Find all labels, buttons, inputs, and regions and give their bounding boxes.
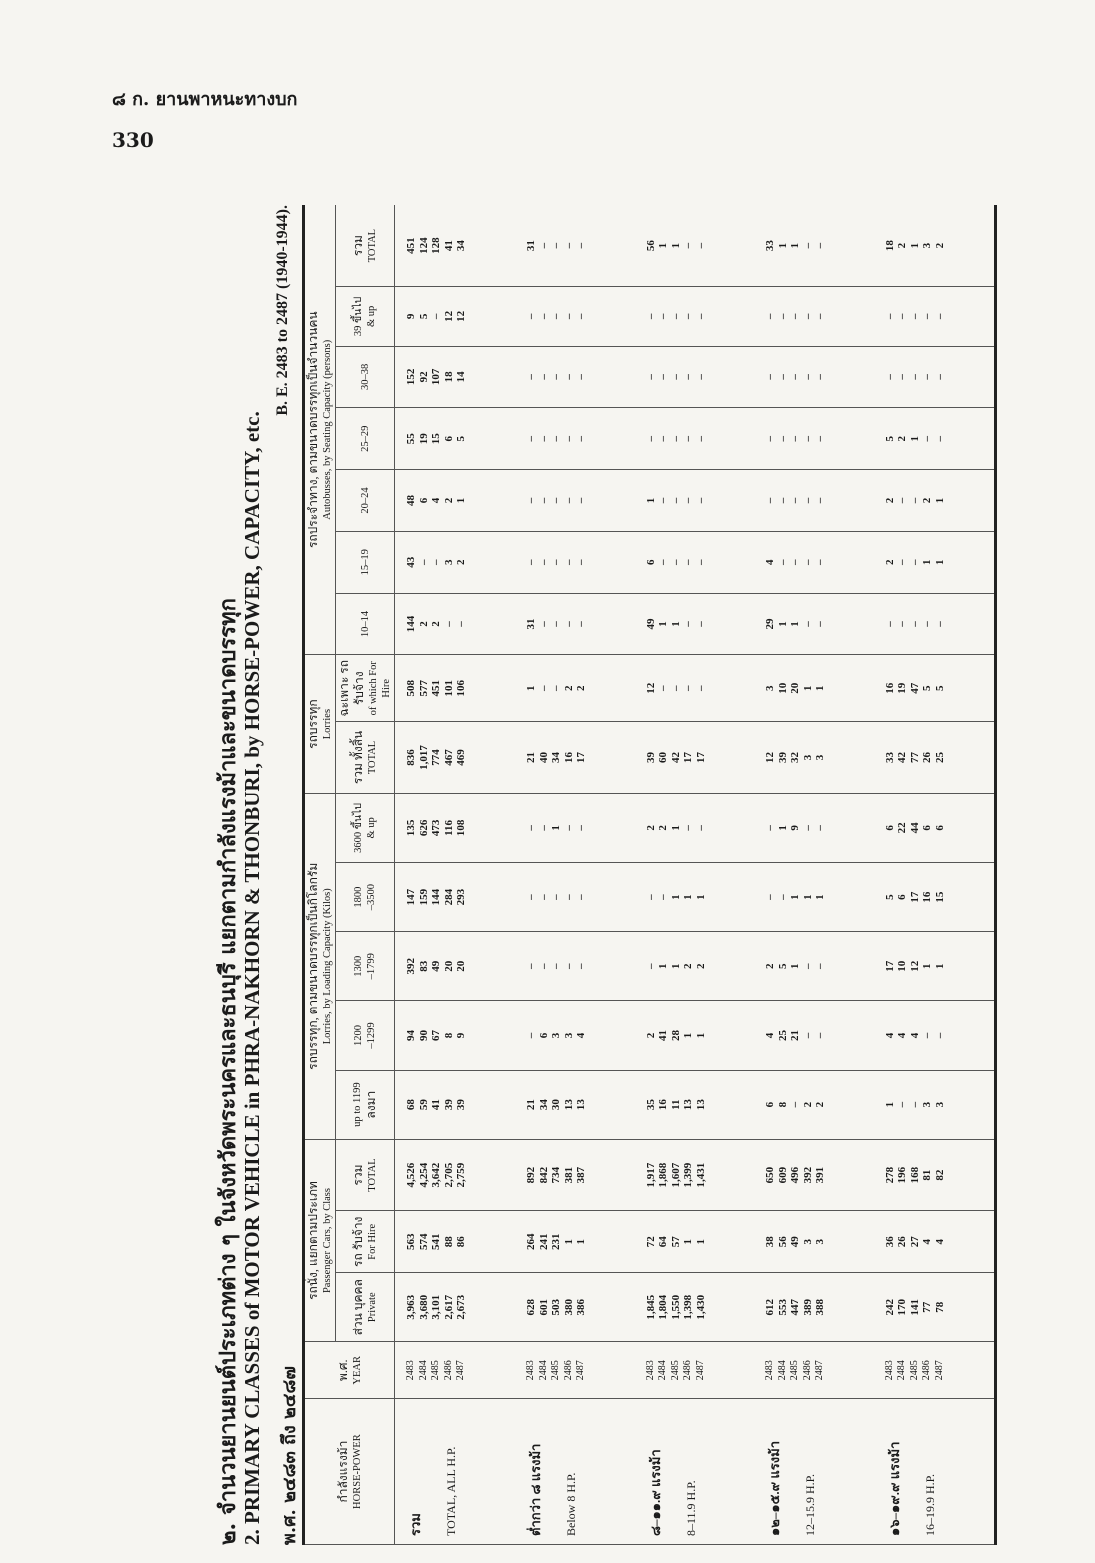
bus-6-cell: – – – – – bbox=[515, 287, 635, 346]
cap-4-cell: – – 1 1 1 bbox=[635, 862, 755, 931]
bus-5-cell: – – – – – bbox=[754, 346, 874, 408]
hp-label-thai: ๑๖–๑๙.๙ แรงม้า bbox=[886, 1441, 902, 1536]
bus-4-cell: – – – – – bbox=[515, 408, 635, 470]
bus-1-cell: 49 1 1 – – bbox=[635, 593, 755, 655]
bus-1-cell: 144 2 2 – – bbox=[395, 593, 515, 655]
cap-2-header: 1200 –1299 bbox=[336, 1001, 395, 1070]
for-hire-cell: 563 574 541 88 86 bbox=[395, 1211, 515, 1273]
for-hire-cell: 36 26 27 4 4 bbox=[874, 1211, 996, 1273]
cap-4-header: 1800 –3500 bbox=[336, 862, 395, 931]
bus-total-header: รวม TOTAL bbox=[336, 205, 395, 287]
lorry-total-cell: 836 1,017 774 467 469 bbox=[395, 722, 515, 794]
lorry-total-cell: 33 42 77 26 25 bbox=[874, 722, 996, 794]
cap-1-cell: 35 16 11 13 13 bbox=[635, 1070, 755, 1139]
table-row bbox=[874, 205, 996, 1545]
bus-4-header: 25–29 bbox=[336, 408, 395, 470]
table-row bbox=[754, 205, 874, 1545]
bus-5-cell: 152 92 107 18 14 bbox=[395, 346, 515, 408]
for-hire-cell: 72 64 57 1 1 bbox=[635, 1211, 755, 1273]
title-english: 2. PRIMARY CLASSES of MOTOR VEHICLE in PHRA-NAKHORN & THONBURI, by HORSE-POWER, CAPACITY, etc. bbox=[240, 411, 264, 1545]
for-hire-cell: 38 56 49 3 3 bbox=[754, 1211, 874, 1273]
lorry-hire-cell: 3 10 20 1 1 bbox=[754, 655, 874, 722]
section-header: ๘ ก. ยานพาหนะทางบก bbox=[112, 89, 298, 110]
passenger-total-cell: 1,917 1,868 1,607 1,399 1,431 bbox=[635, 1139, 755, 1211]
vehicle-table bbox=[302, 205, 997, 1545]
lorry-hire-cell: 16 19 47 5 5 bbox=[874, 655, 996, 722]
cap-1-cell: 68 59 41 39 39 bbox=[395, 1070, 515, 1139]
bus-3-cell: 48 6 4 2 1 bbox=[395, 470, 515, 532]
bus-1-header: 10–14 bbox=[336, 593, 395, 655]
bus-3-cell: 1 – – – – bbox=[635, 470, 755, 532]
lorry-total-header: รวม ทั้งสิ้น TOTAL bbox=[336, 722, 395, 794]
lorry-hire-header: ฉะเพาะ รถรับจ้าง of which For Hire bbox=[336, 655, 395, 722]
cap-5-cell: – 1 9 – – bbox=[754, 793, 874, 862]
private-cell: 3,963 3,680 3,101 2,617 2,673 bbox=[395, 1273, 515, 1342]
bus-2-cell: 6 – – – – bbox=[635, 531, 755, 593]
bus-4-cell: – – – – – bbox=[754, 408, 874, 470]
cap-5-cell: 6 22 44 6 6 bbox=[874, 793, 996, 862]
passenger-total-cell: 4,526 4,254 3,642 2,705 2,759 bbox=[395, 1139, 515, 1211]
passenger-total-cell: 650 609 496 392 391 bbox=[754, 1139, 874, 1211]
hp-label-english: 12–15.9 H.P. bbox=[803, 1473, 818, 1536]
bus-total-cell: 33 1 1 – – bbox=[754, 205, 874, 287]
cap-1-cell: 21 34 30 13 13 bbox=[515, 1070, 635, 1139]
bus-6-cell: – – – – – bbox=[874, 287, 996, 346]
bus-3-cell: – – – – – bbox=[754, 470, 874, 532]
table-row bbox=[515, 205, 635, 1545]
rotated-table-block bbox=[210, 205, 1000, 1545]
cap-5-cell: – – 1 – – bbox=[515, 793, 635, 862]
cap-1-cell: 1 – – 3 3 bbox=[874, 1070, 996, 1139]
bus-2-cell: – – – – – bbox=[515, 531, 635, 593]
bus-2-cell: 2 – – 1 1 bbox=[874, 531, 996, 593]
year-cell: 2483 2484 2485 2486 2487 bbox=[635, 1342, 755, 1399]
bus-total-cell: 18 2 1 3 2 bbox=[874, 205, 996, 287]
passenger-total-header: รวม TOTAL bbox=[336, 1139, 395, 1211]
private-cell: 612 553 447 389 388 bbox=[754, 1273, 874, 1342]
cap-2-cell: 2 41 28 1 1 bbox=[635, 1001, 755, 1070]
bus-total-cell: 451 124 128 41 34 bbox=[395, 205, 515, 287]
hp-header: กำลังแรงม้า HORSE-POWER bbox=[304, 1399, 395, 1545]
cap-3-cell: – – – – – bbox=[515, 932, 635, 1001]
cap-3-cell: 2 5 1 – – bbox=[754, 932, 874, 1001]
cap-2-cell: 4 25 21 – – bbox=[754, 1001, 874, 1070]
private-header: ส่วน บุคคล Private bbox=[336, 1273, 395, 1342]
private-cell: 628 601 503 380 386 bbox=[515, 1273, 635, 1342]
year-cell: 2483 2484 2485 2486 2487 bbox=[515, 1342, 635, 1399]
table-row bbox=[395, 205, 515, 1545]
bus-1-cell: – – – – – bbox=[874, 593, 996, 655]
bus-4-cell: – – – – – bbox=[635, 408, 755, 470]
cap-2-cell: 4 4 4 – – bbox=[874, 1001, 996, 1070]
cap-4-cell: – – – – – bbox=[515, 862, 635, 931]
for-hire-cell: 264 241 231 1 1 bbox=[515, 1211, 635, 1273]
lorry-total-cell: 39 60 42 17 17 bbox=[635, 722, 755, 794]
bus-1-cell: 29 1 1 – – bbox=[754, 593, 874, 655]
title-thai: ๒. จำนวนยานยนต์ประเภทต่าง ๆ ในจังหวัดพระนครและธนบุรี แยกตามกำลังแรงม้าและขนาดบรรทุก bbox=[215, 598, 241, 1545]
hp-label-english: TOTAL, ALL H.P. bbox=[444, 1446, 459, 1536]
hp-label-thai: ๑๒–๑๕.๙ แรงม้า bbox=[767, 1440, 783, 1536]
lorry-total-cell: 21 40 34 16 17 bbox=[515, 722, 635, 794]
hp-label-thai: ต่ำกว่า ๘ แรงม้า bbox=[528, 1443, 544, 1536]
cap-5-cell: 135 626 473 116 108 bbox=[395, 793, 515, 862]
bus-total-cell: 31 – – – – bbox=[515, 205, 635, 287]
bus-3-header: 20–24 bbox=[336, 470, 395, 532]
passenger-header: รถนั่ง, แยกตามประเภท Passenger Cars, by Class bbox=[304, 1139, 336, 1342]
cap-4-cell: 147 159 144 284 293 bbox=[395, 862, 515, 931]
cap-4-cell: – – 1 1 1 bbox=[754, 862, 874, 931]
cap-2-cell: 94 90 67 8 9 bbox=[395, 1001, 515, 1070]
bus-6-cell: 9 5 – 12 12 bbox=[395, 287, 515, 346]
bus-2-cell: 43 – – 3 2 bbox=[395, 531, 515, 593]
lorry-hire-cell: 12 – – – – bbox=[635, 655, 755, 722]
autobus-header: รถประจำทาง, ตามขนาดบรรทุกเป็นจำนวนคน Autobusses, by Seating Capacity (persons) bbox=[304, 205, 336, 655]
bus-2-cell: 4 – – – – bbox=[754, 531, 874, 593]
table-row bbox=[635, 205, 755, 1545]
cap-1-cell: 6 8 – 2 2 bbox=[754, 1070, 874, 1139]
private-cell: 242 170 141 77 78 bbox=[874, 1273, 996, 1342]
year-cell: 2483 2484 2485 2486 2487 bbox=[395, 1342, 515, 1399]
for-hire-header: รถ รับจ้าง For Hire bbox=[336, 1211, 395, 1273]
years-thai: พ.ศ. ๒๔๘๓ ถึง ๒๔๘๗ bbox=[279, 1366, 300, 1545]
cap-3-cell: 17 10 12 1 1 bbox=[874, 932, 996, 1001]
cap-3-cell: – 1 1 2 2 bbox=[635, 932, 755, 1001]
lorry-total-cell: 12 39 32 3 3 bbox=[754, 722, 874, 794]
page-number: 330 bbox=[112, 128, 154, 152]
cap-2-cell: – 6 3 3 4 bbox=[515, 1001, 635, 1070]
cap-1-header: up to 1199 ลงมา bbox=[336, 1070, 395, 1139]
cap-4-cell: 5 6 17 16 15 bbox=[874, 862, 996, 931]
hp-label-english: Below 8 H.P. bbox=[564, 1472, 579, 1536]
bus-5-cell: – – – – – bbox=[515, 346, 635, 408]
private-cell: 1,845 1,804 1,550 1,398 1,430 bbox=[635, 1273, 755, 1342]
bus-3-cell: 2 – – 2 1 bbox=[874, 470, 996, 532]
hp-label-thai: ๘–๑๑.๙ แรงม้า bbox=[647, 1449, 663, 1536]
bus-4-cell: 5 2 1 – – bbox=[874, 408, 996, 470]
bus-2-header: 15–19 bbox=[336, 531, 395, 593]
hp-label-english: 16–19.9 H.P. bbox=[922, 1473, 937, 1536]
passenger-total-cell: 278 196 168 81 82 bbox=[874, 1139, 996, 1211]
year-cell: 2483 2484 2485 2486 2487 bbox=[874, 1342, 996, 1399]
hp-label-thai: รวม bbox=[408, 1513, 424, 1536]
bus-6-header: 39 ขึ้นไป & up bbox=[336, 287, 395, 346]
cap-5-cell: 2 2 1 – – bbox=[635, 793, 755, 862]
bus-6-cell: – – – – – bbox=[754, 287, 874, 346]
bus-total-cell: 56 1 1 – – bbox=[635, 205, 755, 287]
hp-label-english: 8–11.9 H.P. bbox=[683, 1480, 698, 1536]
years-english: B. E. 2483 to 2487 (1940-1944). bbox=[274, 205, 291, 416]
lorries-capacity-header: รถบรรทุก, ตามขนาดบรรทุกเป็นกิโลกรัม Lorries, by Loading Capacity (Kilos) bbox=[304, 793, 336, 1139]
bus-5-cell: – – – – – bbox=[635, 346, 755, 408]
bus-5-header: 30–38 bbox=[336, 346, 395, 408]
bus-5-cell: – – – – – bbox=[874, 346, 996, 408]
lorry-hire-cell: 508 577 451 101 106 bbox=[395, 655, 515, 722]
bus-4-cell: 55 19 15 6 5 bbox=[395, 408, 515, 470]
lorry-hire-cell: 1 – – 2 2 bbox=[515, 655, 635, 722]
cap-3-cell: 392 83 49 20 20 bbox=[395, 932, 515, 1001]
bus-6-cell: – – – – – bbox=[635, 287, 755, 346]
lorries-header: รถบรรทุก Lorries bbox=[304, 655, 336, 793]
year-header: พ.ศ. YEAR bbox=[304, 1342, 395, 1399]
year-cell: 2483 2484 2485 2486 2487 bbox=[754, 1342, 874, 1399]
passenger-total-cell: 892 842 734 381 387 bbox=[515, 1139, 635, 1211]
bus-3-cell: – – – – – bbox=[515, 470, 635, 532]
bus-1-cell: 31 – – – – bbox=[515, 593, 635, 655]
cap-5-header: 3600 ขึ้นไป & up bbox=[336, 793, 395, 862]
cap-3-header: 1300 –1799 bbox=[336, 932, 395, 1001]
